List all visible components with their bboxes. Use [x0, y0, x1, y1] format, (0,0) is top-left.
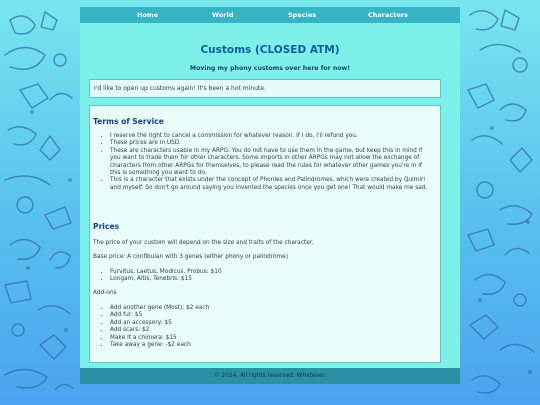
- addons-list: [93, 305, 430, 349]
- page-title: Customs (CLOSED ATM): [200, 44, 340, 56]
- addon-item: • Add scars: $2: [110, 327, 430, 334]
- prices-intro: The price of your custom will depend on the size and traits of the character.: [93, 240, 314, 246]
- addon-item: • Make it a chimera: $15: [110, 335, 430, 342]
- nav-item-species[interactable]: Species: [288, 11, 317, 19]
- addon-item: • Add fur: $5: [110, 312, 430, 319]
- addon-item: • Add another gene (Most): $2 each: [110, 305, 430, 312]
- tos-item: • This is a character that exists under the concept of Phonies and Palindromes, which were created by Quimiri and myself. So don't go around saying you invented the species once you get one! That would make me sad.: [110, 177, 430, 192]
- tos-item: • These prices are in USD.: [110, 140, 430, 147]
- nav-item-characters[interactable]: Characters: [368, 11, 408, 19]
- base-price-item: • Furvitus, Laetus, Modicus, Probus: $10: [110, 269, 430, 276]
- base-price-item: • Longam, Altis, Tenebris: $15: [110, 276, 430, 283]
- tos-heading: Terms of Service: [93, 117, 164, 126]
- base-price-label: Base price: A confibulan with 3 genes (either phony or palindrome): [93, 254, 288, 260]
- intro-banner: I'd like to open up customs again! It's been a hot minute.: [89, 79, 441, 98]
- page-subtitle: Moving my phony customs over here for now!: [189, 65, 351, 72]
- top-nav-bar: [80, 7, 460, 23]
- tos-item: • I reserve the right to cancel a commission for whatever reason. If I do, I'll refund you.: [110, 133, 430, 140]
- tos-list: [93, 133, 430, 192]
- prices-heading: Prices: [93, 222, 120, 231]
- base-price-list: [93, 269, 430, 284]
- addons-label: Add-ons: [93, 290, 117, 296]
- content-box: [89, 105, 441, 363]
- main-page-container: [80, 7, 460, 384]
- page-footer: © 2024. All rights reserved. Whatever.: [80, 368, 460, 384]
- nav-item-world[interactable]: World: [212, 11, 234, 19]
- addon-item: • Add an accessory: $5: [110, 320, 430, 327]
- tos-item: • These are characters usable in my ARPG. You do not have to use them in the game, but keep this in mind if you want to trade them for other characters. Some imports in other ARPGs may not allow the exchange of characters from other ARPGs for themselves, to please read the rules for whatever other games you're in if this is something you want to do.: [110, 148, 430, 178]
- nav-item-home[interactable]: Home: [137, 11, 159, 19]
- addon-item: • Take away a gene: -$2 each: [110, 342, 430, 349]
